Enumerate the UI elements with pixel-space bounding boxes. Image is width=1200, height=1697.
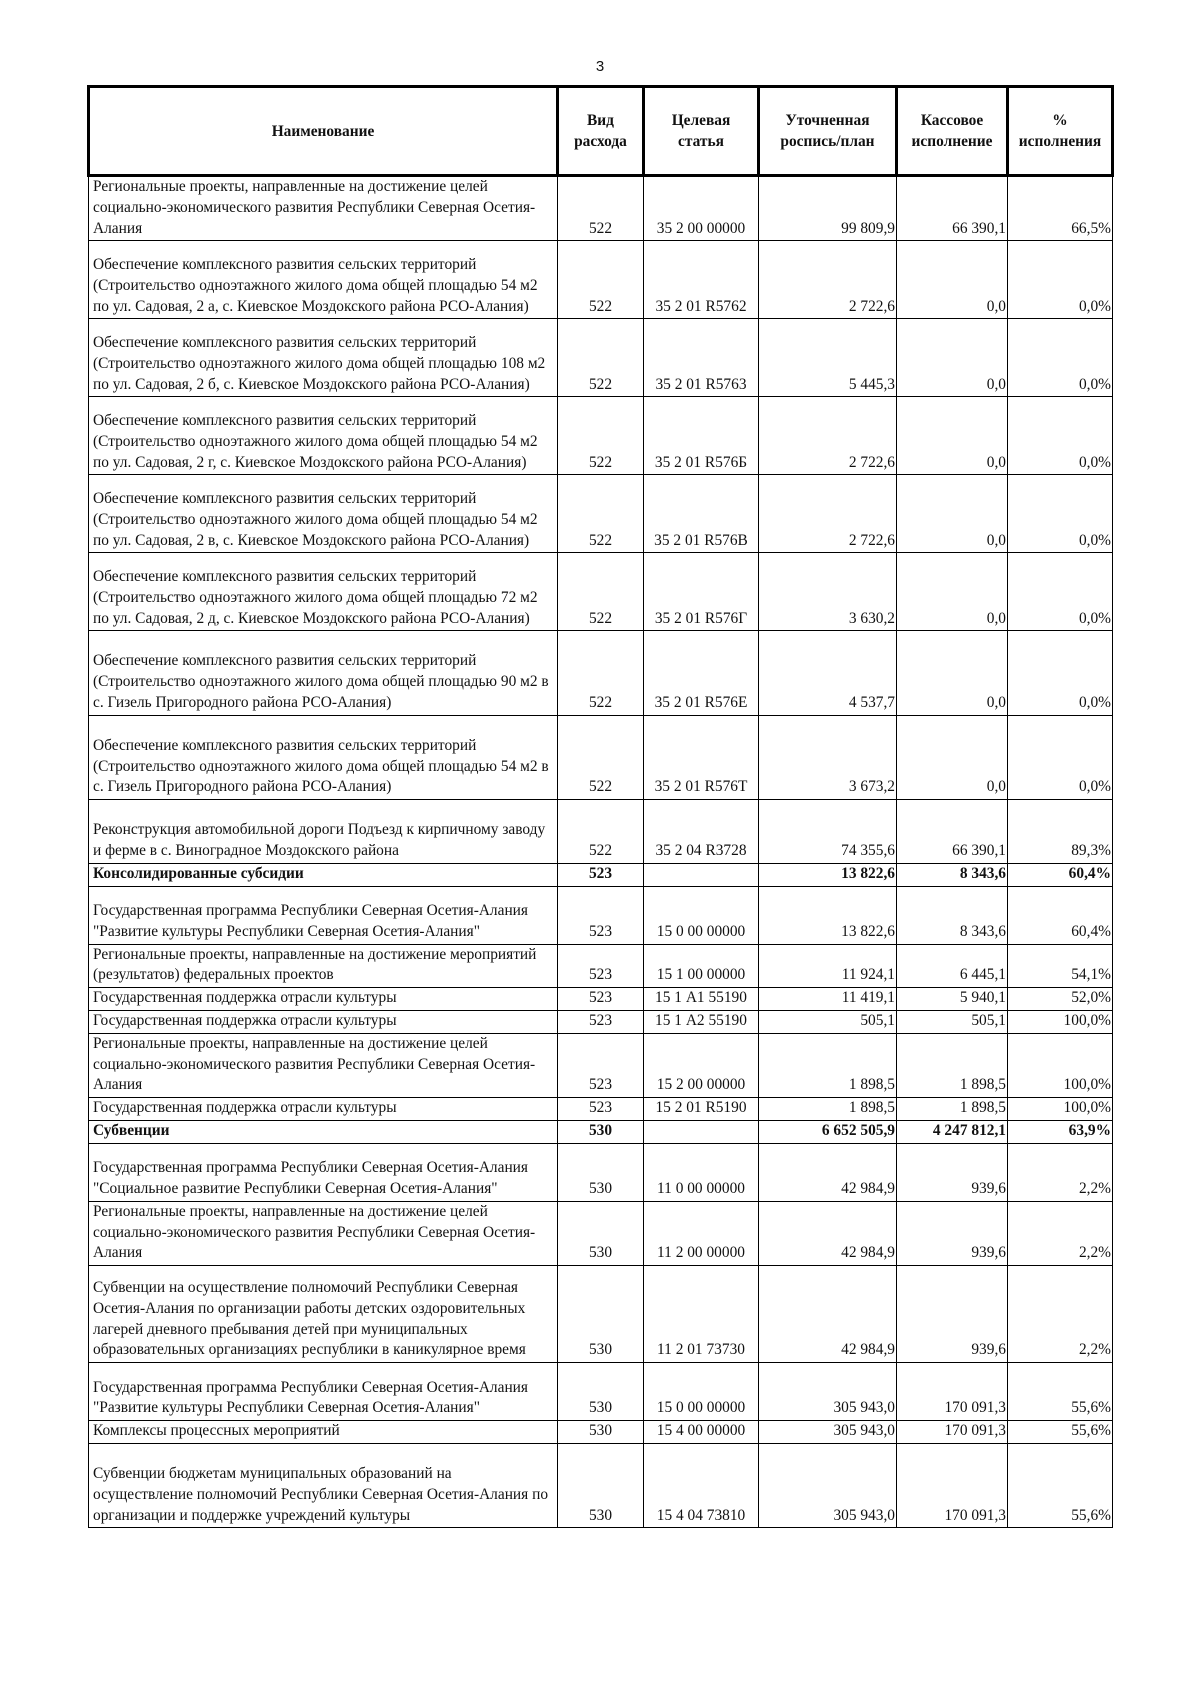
- row-expense-type-cell: 522: [558, 553, 644, 631]
- row-target-item-cell: [644, 863, 759, 886]
- row-target-item-cell: 15 2 00 00000: [644, 1033, 759, 1097]
- row-target-item-cell: 35 2 01 R5763: [644, 319, 759, 397]
- row-execution-percent-cell: 60,4%: [1008, 863, 1113, 886]
- row-execution-percent-cell: 52,0%: [1008, 988, 1113, 1011]
- row-expense-type-cell: 530: [558, 1143, 644, 1201]
- header-execution-percent: % исполнения: [1008, 87, 1113, 176]
- row-execution-percent-cell: 0,0%: [1008, 631, 1113, 715]
- row-plan-cell: 11 419,1: [759, 988, 897, 1011]
- row-plan-cell: 99 809,9: [759, 176, 897, 241]
- row-cash-execution-cell: 66 390,1: [897, 800, 1008, 864]
- row-cash-execution-cell: 5 940,1: [897, 988, 1008, 1011]
- row-expense-type-cell: 522: [558, 241, 644, 319]
- row-expense-type-cell: 522: [558, 800, 644, 864]
- row-execution-percent-cell: 2,2%: [1008, 1143, 1113, 1201]
- row-plan-cell: 13 822,6: [759, 863, 897, 886]
- row-target-item-cell: 15 2 01 R5190: [644, 1098, 759, 1121]
- row-execution-percent-cell: 0,0%: [1008, 241, 1113, 319]
- table-row: [89, 397, 1113, 475]
- row-plan-cell: 1 898,5: [759, 1033, 897, 1097]
- row-expense-type-cell: 522: [558, 715, 644, 799]
- row-cash-execution-cell: 0,0: [897, 715, 1008, 799]
- page-number: 3: [595, 58, 605, 75]
- row-target-item-cell: 15 1 А1 55190: [644, 988, 759, 1011]
- row-cash-execution-cell: 0,0: [897, 319, 1008, 397]
- table-row: [89, 1201, 1113, 1265]
- table-row: [89, 475, 1113, 553]
- table-row: [89, 1443, 1113, 1527]
- row-cash-execution-cell: 1 898,5: [897, 1033, 1008, 1097]
- row-target-item-cell: 11 2 00 00000: [644, 1201, 759, 1265]
- row-name-cell: Консолидированные субсидии: [89, 863, 558, 886]
- table-row: [89, 1143, 1113, 1201]
- row-name-cell: Государственная программа Республики Северная Осетия-Алания "Развитие культуры Республики Северная Осетия-Алания": [89, 886, 558, 944]
- row-expense-type-cell: 530: [558, 1363, 644, 1421]
- table-row: [89, 553, 1113, 631]
- row-execution-percent-cell: 100,0%: [1008, 1010, 1113, 1033]
- row-cash-execution-cell: 0,0: [897, 553, 1008, 631]
- table-row: [89, 1098, 1113, 1121]
- row-target-item-cell: 11 0 00 00000: [644, 1143, 759, 1201]
- row-name-cell: Субвенции: [89, 1120, 558, 1143]
- row-name-cell: Обеспечение комплексного развития сельских территорий (Строительство одноэтажного жилого дома общей площадью 90 м2 в с. Гизель Пригородного района РСО-Алания): [89, 631, 558, 715]
- row-name-cell: Региональные проекты, направленные на достижение целей социально-экономического развития Республики Северная Осетия-Алания: [89, 176, 558, 241]
- row-expense-type-cell: 530: [558, 1201, 644, 1265]
- row-name-cell: Региональные проекты, направленные на достижение мероприятий (результатов) федеральных проектов: [89, 944, 558, 988]
- row-plan-cell: 2 722,6: [759, 397, 897, 475]
- row-expense-type-cell: 523: [558, 1010, 644, 1033]
- row-plan-cell: 13 822,6: [759, 886, 897, 944]
- row-name-cell: Комплексы процессных мероприятий: [89, 1421, 558, 1444]
- row-execution-percent-cell: 63,9%: [1008, 1120, 1113, 1143]
- row-cash-execution-cell: 8 343,6: [897, 863, 1008, 886]
- row-plan-cell: 4 537,7: [759, 631, 897, 715]
- row-plan-cell: 3 630,2: [759, 553, 897, 631]
- header-expense-type: Вид расхода: [558, 87, 644, 176]
- row-execution-percent-cell: 2,2%: [1008, 1266, 1113, 1363]
- row-expense-type-cell: 523: [558, 944, 644, 988]
- row-execution-percent-cell: 55,6%: [1008, 1363, 1113, 1421]
- row-name-cell: Обеспечение комплексного развития сельских территорий (Строительство одноэтажного жилого дома общей площадью 108 м2 по ул. Садовая, 2 б, с. Киевское Моздокского района РСО-Алания): [89, 319, 558, 397]
- row-name-cell: Обеспечение комплексного развития сельских территорий (Строительство одноэтажного жилого дома общей площадью 54 м2 в с. Гизель Пригородного района РСО-Алания): [89, 715, 558, 799]
- row-cash-execution-cell: 0,0: [897, 631, 1008, 715]
- row-execution-percent-cell: 0,0%: [1008, 475, 1113, 553]
- row-execution-percent-cell: 55,6%: [1008, 1443, 1113, 1527]
- row-plan-cell: 305 943,0: [759, 1363, 897, 1421]
- row-name-cell: Реконструкция автомобильной дороги Подъезд к кирпичному заводу и ферме в с. Виноградное Моздокского района: [89, 800, 558, 864]
- row-plan-cell: 42 984,9: [759, 1266, 897, 1363]
- row-target-item-cell: 35 2 01 R576Е: [644, 631, 759, 715]
- table-row: [89, 1010, 1113, 1033]
- row-name-cell: Региональные проекты, направленные на достижение целей социально-экономического развития Республики Северная Осетия-Алания: [89, 1033, 558, 1097]
- row-name-cell: Государственная поддержка отрасли культуры: [89, 1098, 558, 1121]
- row-cash-execution-cell: 0,0: [897, 241, 1008, 319]
- row-execution-percent-cell: 54,1%: [1008, 944, 1113, 988]
- row-plan-cell: 74 355,6: [759, 800, 897, 864]
- row-target-item-cell: 35 2 01 R5762: [644, 241, 759, 319]
- row-plan-cell: 42 984,9: [759, 1201, 897, 1265]
- row-target-item-cell: 15 1 А2 55190: [644, 1010, 759, 1033]
- row-expense-type-cell: 523: [558, 1098, 644, 1121]
- row-expense-type-cell: 522: [558, 176, 644, 241]
- row-expense-type-cell: 530: [558, 1120, 644, 1143]
- row-plan-cell: 305 943,0: [759, 1443, 897, 1527]
- row-target-item-cell: 15 0 00 00000: [644, 1363, 759, 1421]
- table-row: [89, 1266, 1113, 1363]
- table-row: [89, 1421, 1113, 1444]
- row-cash-execution-cell: 170 091,3: [897, 1363, 1008, 1421]
- row-expense-type-cell: 522: [558, 397, 644, 475]
- row-target-item-cell: 35 2 01 R576Б: [644, 397, 759, 475]
- table-header-row: [89, 87, 1113, 176]
- row-plan-cell: 1 898,5: [759, 1098, 897, 1121]
- row-cash-execution-cell: 66 390,1: [897, 176, 1008, 241]
- row-expense-type-cell: 523: [558, 1033, 644, 1097]
- row-name-cell: Субвенции на осуществление полномочий Республики Северная Осетия-Алания по организации работы детских оздоровительных лагерей дневного пребывания детей при муниципальных образовательных организациях республики в каникулярное время: [89, 1266, 558, 1363]
- row-cash-execution-cell: 170 091,3: [897, 1421, 1008, 1444]
- row-target-item-cell: 15 4 00 00000: [644, 1421, 759, 1444]
- row-cash-execution-cell: 0,0: [897, 397, 1008, 475]
- table-row: [89, 1033, 1113, 1097]
- row-name-cell: Обеспечение комплексного развития сельских территорий (Строительство одноэтажного жилого дома общей площадью 54 м2 по ул. Садовая, 2 а, с. Киевское Моздокского района РСО-Алания): [89, 241, 558, 319]
- header-target-item: Целевая статья: [644, 87, 759, 176]
- row-target-item-cell: 35 2 04 R3728: [644, 800, 759, 864]
- row-plan-cell: 5 445,3: [759, 319, 897, 397]
- table-row: [89, 1363, 1113, 1421]
- table-row: [89, 176, 1113, 241]
- row-cash-execution-cell: 8 343,6: [897, 886, 1008, 944]
- row-target-item-cell: 35 2 01 R576Т: [644, 715, 759, 799]
- row-target-item-cell: 15 4 04 73810: [644, 1443, 759, 1527]
- row-cash-execution-cell: 6 445,1: [897, 944, 1008, 988]
- table-row: [89, 715, 1113, 799]
- row-execution-percent-cell: 0,0%: [1008, 397, 1113, 475]
- row-target-item-cell: 35 2 00 00000: [644, 176, 759, 241]
- row-name-cell: Обеспечение комплексного развития сельских территорий (Строительство одноэтажного жилого дома общей площадью 72 м2 по ул. Садовая, 2 д, с. Киевское Моздокского района РСО-Алания): [89, 553, 558, 631]
- row-plan-cell: 11 924,1: [759, 944, 897, 988]
- row-plan-cell: 6 652 505,9: [759, 1120, 897, 1143]
- row-execution-percent-cell: 0,0%: [1008, 553, 1113, 631]
- row-execution-percent-cell: 100,0%: [1008, 1033, 1113, 1097]
- row-cash-execution-cell: 505,1: [897, 1010, 1008, 1033]
- row-cash-execution-cell: 170 091,3: [897, 1443, 1008, 1527]
- row-name-cell: Обеспечение комплексного развития сельских территорий (Строительство одноэтажного жилого дома общей площадью 54 м2 по ул. Садовая, 2 г, с. Киевское Моздокского района РСО-Алания): [89, 397, 558, 475]
- table-row: [89, 1120, 1113, 1143]
- header-name: Наименование: [89, 87, 558, 176]
- row-name-cell: Субвенции бюджетам муниципальных образований на осуществление полномочий Республики Северная Осетия-Алания по организации и поддержке учреждений культуры: [89, 1443, 558, 1527]
- header-plan: Уточненная роспись/план: [759, 87, 897, 176]
- table-row: [89, 886, 1113, 944]
- row-execution-percent-cell: 60,4%: [1008, 886, 1113, 944]
- row-target-item-cell: 11 2 01 73730: [644, 1266, 759, 1363]
- row-target-item-cell: 35 2 01 R576В: [644, 475, 759, 553]
- row-cash-execution-cell: 939,6: [897, 1143, 1008, 1201]
- table-row: [89, 944, 1113, 988]
- row-cash-execution-cell: 939,6: [897, 1201, 1008, 1265]
- table-row: [89, 863, 1113, 886]
- table-row: [89, 800, 1113, 864]
- row-execution-percent-cell: 0,0%: [1008, 319, 1113, 397]
- row-expense-type-cell: 530: [558, 1421, 644, 1444]
- table-row: [89, 241, 1113, 319]
- row-expense-type-cell: 522: [558, 475, 644, 553]
- row-expense-type-cell: 523: [558, 886, 644, 944]
- row-name-cell: Региональные проекты, направленные на достижение целей социально-экономического развития Республики Северная Осетия-Алания: [89, 1201, 558, 1265]
- row-expense-type-cell: 522: [558, 319, 644, 397]
- row-execution-percent-cell: 0,0%: [1008, 715, 1113, 799]
- row-plan-cell: 505,1: [759, 1010, 897, 1033]
- row-execution-percent-cell: 55,6%: [1008, 1421, 1113, 1444]
- row-name-cell: Государственная программа Республики Северная Осетия-Алания "Социальное развитие Республики Северная Осетия-Алания": [89, 1143, 558, 1201]
- header-cash-execution: Кассовое исполнение: [897, 87, 1008, 176]
- table-row: [89, 988, 1113, 1011]
- row-plan-cell: 3 673,2: [759, 715, 897, 799]
- row-expense-type-cell: 523: [558, 988, 644, 1011]
- row-target-item-cell: 15 0 00 00000: [644, 886, 759, 944]
- row-plan-cell: 305 943,0: [759, 1421, 897, 1444]
- row-cash-execution-cell: 0,0: [897, 475, 1008, 553]
- row-expense-type-cell: 530: [558, 1266, 644, 1363]
- row-plan-cell: 2 722,6: [759, 241, 897, 319]
- row-name-cell: Государственная программа Республики Северная Осетия-Алания "Развитие культуры Республики Северная Осетия-Алания": [89, 1363, 558, 1421]
- table-row: [89, 319, 1113, 397]
- row-execution-percent-cell: 2,2%: [1008, 1201, 1113, 1265]
- row-target-item-cell: 35 2 01 R576Г: [644, 553, 759, 631]
- row-cash-execution-cell: 939,6: [897, 1266, 1008, 1363]
- row-target-item-cell: [644, 1120, 759, 1143]
- row-name-cell: Государственная поддержка отрасли культуры: [89, 1010, 558, 1033]
- row-plan-cell: 2 722,6: [759, 475, 897, 553]
- budget-table: [87, 85, 1114, 1528]
- row-execution-percent-cell: 89,3%: [1008, 800, 1113, 864]
- row-cash-execution-cell: 1 898,5: [897, 1098, 1008, 1121]
- row-name-cell: Обеспечение комплексного развития сельских территорий (Строительство одноэтажного жилого дома общей площадью 54 м2 по ул. Садовая, 2 в, с. Киевское Моздокского района РСО-Алания): [89, 475, 558, 553]
- row-cash-execution-cell: 4 247 812,1: [897, 1120, 1008, 1143]
- table-row: [89, 631, 1113, 715]
- row-plan-cell: 42 984,9: [759, 1143, 897, 1201]
- row-expense-type-cell: 530: [558, 1443, 644, 1527]
- row-execution-percent-cell: 66,5%: [1008, 176, 1113, 241]
- row-target-item-cell: 15 1 00 00000: [644, 944, 759, 988]
- row-expense-type-cell: 522: [558, 631, 644, 715]
- row-name-cell: Государственная поддержка отрасли культуры: [89, 988, 558, 1011]
- row-execution-percent-cell: 100,0%: [1008, 1098, 1113, 1121]
- row-expense-type-cell: 523: [558, 863, 644, 886]
